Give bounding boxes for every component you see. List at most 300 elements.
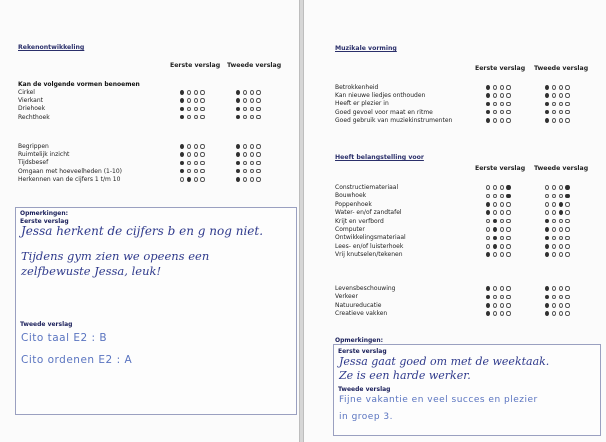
rating-dot-empty bbox=[559, 286, 563, 291]
rating-dot-filled bbox=[236, 152, 240, 157]
rating-dot-empty bbox=[552, 85, 556, 90]
rating-dot-empty bbox=[243, 115, 247, 120]
subject-row-rating-first bbox=[486, 301, 511, 309]
rating-dot-empty bbox=[545, 185, 549, 190]
interest-row-label: Poppenhoek bbox=[335, 200, 372, 208]
shape-row-rating-first bbox=[180, 105, 205, 113]
rating-dot-empty bbox=[187, 90, 191, 95]
rating-dot-filled bbox=[559, 202, 563, 207]
rating-dot-empty bbox=[506, 252, 510, 257]
rating-dot-empty bbox=[243, 152, 247, 157]
subject-row-rating-first bbox=[486, 310, 511, 318]
rating-dot-empty bbox=[506, 286, 510, 291]
concept-row-label: Begrippen bbox=[18, 143, 49, 150]
rating-dot-empty bbox=[194, 90, 198, 95]
rating-dot-empty bbox=[552, 244, 556, 249]
interest-row-rating-second bbox=[545, 242, 570, 250]
rating-dot-empty bbox=[256, 161, 260, 166]
rating-dot-empty bbox=[506, 118, 510, 123]
rating-dot-empty bbox=[500, 295, 504, 300]
rating-dot-empty bbox=[565, 303, 569, 308]
shape-row-label: Cirkel bbox=[18, 89, 35, 96]
rating-dot-filled bbox=[187, 177, 191, 182]
rating-dot-empty bbox=[493, 194, 497, 199]
rating-dot-empty bbox=[200, 107, 204, 112]
rating-dot-empty bbox=[559, 102, 563, 107]
rating-dot-empty bbox=[187, 98, 191, 103]
rating-dot-empty bbox=[250, 144, 254, 149]
rating-dot-empty bbox=[506, 303, 510, 308]
rating-dot-empty bbox=[243, 169, 247, 174]
interest-row-rating-second bbox=[545, 192, 570, 200]
interest-row-rating-first bbox=[486, 184, 511, 192]
column-header-second-report-interest: Tweede verslag bbox=[534, 165, 589, 172]
music-row-rating-second bbox=[545, 84, 570, 92]
rating-dot-empty bbox=[559, 219, 563, 224]
rating-dot-empty bbox=[493, 93, 497, 98]
rating-dot-empty bbox=[493, 303, 497, 308]
rating-dot-filled bbox=[180, 169, 184, 174]
rating-dot-empty bbox=[256, 115, 260, 120]
rating-dot-filled bbox=[493, 219, 497, 224]
remarks-second-report-label: Tweede verslag bbox=[20, 321, 73, 328]
rating-dot-empty bbox=[506, 93, 510, 98]
subject-row-rating-first bbox=[486, 293, 511, 301]
music-row-rating-second bbox=[545, 100, 570, 108]
rating-dot-filled bbox=[236, 90, 240, 95]
rating-dot-filled bbox=[486, 118, 490, 123]
rating-dot-empty bbox=[194, 152, 198, 157]
rating-dot-filled bbox=[545, 227, 549, 232]
rating-dot-empty bbox=[565, 252, 569, 257]
remark-second-line-1: Cito taal E2 : B bbox=[21, 332, 108, 344]
concept-row-label: Ruimtelijk inzicht bbox=[18, 151, 70, 159]
rating-dot-empty bbox=[565, 219, 569, 224]
remarks-title-right: Opmerkingen: bbox=[335, 337, 384, 344]
subject-row-label: Levensbeschouwing bbox=[335, 285, 396, 292]
rating-dot-empty bbox=[565, 286, 569, 291]
rating-dot-empty bbox=[493, 110, 497, 115]
rating-dot-filled bbox=[180, 98, 184, 103]
rating-dot-empty bbox=[565, 93, 569, 98]
rating-dot-empty bbox=[500, 210, 504, 215]
rating-dot-empty bbox=[559, 93, 563, 98]
rating-dot-empty bbox=[545, 202, 549, 207]
shape-row-rating-second bbox=[236, 89, 261, 97]
interest-row-rating-second bbox=[545, 217, 570, 225]
rating-dot-empty bbox=[559, 227, 563, 232]
music-row-rating-second bbox=[545, 116, 570, 124]
rating-dot-empty bbox=[256, 152, 260, 157]
interest-row-label: Constructiemateriaal bbox=[335, 184, 399, 191]
rating-dot-empty bbox=[559, 252, 563, 257]
rating-dot-empty bbox=[486, 244, 490, 249]
rating-dot-filled bbox=[545, 244, 549, 249]
rating-dot-empty bbox=[200, 98, 204, 103]
section-heading-muzikale-vorming: Muzikale vorming bbox=[335, 45, 397, 52]
rating-dot-filled bbox=[545, 303, 549, 308]
rating-dot-empty bbox=[545, 194, 549, 199]
rating-dot-filled bbox=[545, 311, 549, 316]
rating-dot-empty bbox=[194, 115, 198, 120]
rating-dot-empty bbox=[493, 311, 497, 316]
rating-dot-empty bbox=[500, 236, 504, 241]
rating-dot-empty bbox=[250, 90, 254, 95]
rating-dot-empty bbox=[486, 227, 490, 232]
subject-row-rating-second bbox=[545, 293, 570, 301]
shape-row-rating-first bbox=[180, 89, 205, 97]
rating-dot-empty bbox=[552, 93, 556, 98]
rating-dot-empty bbox=[250, 98, 254, 103]
music-row-rating-first bbox=[486, 108, 511, 116]
rating-dot-filled bbox=[559, 210, 563, 215]
rating-dot-filled bbox=[506, 194, 510, 199]
rating-dot-empty bbox=[200, 177, 204, 182]
remarks-first-report-label: Eerste verslag bbox=[20, 218, 69, 225]
concept-row-rating-second bbox=[236, 167, 261, 175]
rating-dot-empty bbox=[506, 244, 510, 249]
rating-dot-filled bbox=[545, 93, 549, 98]
rating-dot-empty bbox=[250, 107, 254, 112]
rating-dot-empty bbox=[552, 252, 556, 257]
music-row-label: Goed gebruik van muziekinstrumenten bbox=[335, 116, 453, 124]
shape-row-rating-first bbox=[180, 97, 205, 105]
rating-dot-empty bbox=[187, 107, 191, 112]
rating-dot-empty bbox=[187, 115, 191, 120]
rating-dot-empty bbox=[559, 118, 563, 123]
rating-dot-empty bbox=[194, 98, 198, 103]
rating-dot-filled bbox=[545, 236, 549, 241]
music-row-rating-first bbox=[486, 116, 511, 124]
rating-dot-empty bbox=[506, 110, 510, 115]
rating-dot-empty bbox=[552, 110, 556, 115]
concept-row-rating-first bbox=[180, 159, 205, 167]
rating-dot-filled bbox=[486, 202, 490, 207]
music-row-label: Heeft er plezier in bbox=[335, 100, 389, 108]
rating-dot-empty bbox=[194, 177, 198, 182]
rating-dot-filled bbox=[236, 107, 240, 112]
rating-dot-filled bbox=[486, 85, 490, 90]
rating-dot-empty bbox=[500, 227, 504, 232]
rating-dot-empty bbox=[565, 311, 569, 316]
right-page bbox=[303, 0, 606, 442]
rating-dot-filled bbox=[236, 115, 240, 120]
rating-dot-filled bbox=[545, 102, 549, 107]
rating-dot-empty bbox=[187, 152, 191, 157]
rating-dot-empty bbox=[552, 286, 556, 291]
rating-dot-empty bbox=[194, 161, 198, 166]
rating-dot-filled bbox=[180, 144, 184, 149]
rating-dot-empty bbox=[493, 185, 497, 190]
remarks-box bbox=[15, 207, 297, 415]
rating-dot-filled bbox=[486, 102, 490, 107]
music-row-rating-second bbox=[545, 108, 570, 116]
rating-dot-filled bbox=[486, 303, 490, 308]
rating-dot-filled bbox=[486, 252, 490, 257]
remarks-first-report-label-right: Eerste verslag bbox=[338, 348, 387, 355]
remark-second-line-2: Cito ordenen E2 : A bbox=[21, 354, 133, 366]
rating-dot-empty bbox=[559, 85, 563, 90]
music-row-label: Betrokkenheid bbox=[335, 84, 379, 91]
rating-dot-empty bbox=[493, 202, 497, 207]
rating-dot-filled bbox=[236, 177, 240, 182]
column-header-second-report-music: Tweede verslag bbox=[534, 65, 589, 72]
rating-dot-empty bbox=[559, 244, 563, 249]
rating-dot-empty bbox=[500, 219, 504, 224]
subject-row-label: Natuureducatie bbox=[335, 301, 382, 309]
column-header-first-report-interest: Eerste verslag bbox=[475, 165, 526, 172]
rating-dot-empty bbox=[552, 303, 556, 308]
rating-dot-empty bbox=[250, 115, 254, 120]
subject-row-rating-second bbox=[545, 301, 570, 309]
rating-dot-empty bbox=[187, 169, 191, 174]
rating-dot-filled bbox=[565, 185, 569, 190]
rating-dot-filled bbox=[545, 219, 549, 224]
rating-dot-empty bbox=[500, 85, 504, 90]
rating-dot-empty bbox=[493, 102, 497, 107]
rating-dot-empty bbox=[180, 177, 184, 182]
rating-dot-empty bbox=[493, 286, 497, 291]
rating-dot-filled bbox=[565, 194, 569, 199]
rating-dot-filled bbox=[545, 110, 549, 115]
rating-dot-empty bbox=[256, 98, 260, 103]
rating-dot-empty bbox=[256, 144, 260, 149]
rating-dot-filled bbox=[486, 210, 490, 215]
rating-dot-empty bbox=[552, 185, 556, 190]
interest-row-label: Water- en/of zandtafel bbox=[335, 209, 402, 217]
rating-dot-empty bbox=[493, 85, 497, 90]
rating-dot-empty bbox=[506, 227, 510, 232]
rating-dot-filled bbox=[545, 85, 549, 90]
rating-dot-empty bbox=[243, 98, 247, 103]
interest-row-rating-second bbox=[545, 251, 570, 259]
rating-dot-empty bbox=[500, 286, 504, 291]
rating-dot-empty bbox=[506, 102, 510, 107]
remark-first-line-3: zelfbewuste Jessa, leuk! bbox=[21, 264, 162, 278]
concept-row-rating-second bbox=[236, 143, 261, 151]
rating-dot-empty bbox=[486, 219, 490, 224]
rating-dot-empty bbox=[552, 194, 556, 199]
rating-dot-filled bbox=[180, 90, 184, 95]
rating-dot-empty bbox=[200, 144, 204, 149]
rating-dot-empty bbox=[565, 118, 569, 123]
subject-row-rating-first bbox=[486, 285, 511, 293]
rating-dot-empty bbox=[486, 236, 490, 241]
music-row-rating-first bbox=[486, 92, 511, 100]
rating-dot-filled bbox=[486, 286, 490, 291]
rating-dot-filled bbox=[545, 252, 549, 257]
interest-row-rating-second bbox=[545, 209, 570, 217]
rating-dot-empty bbox=[493, 295, 497, 300]
interest-row-rating-second bbox=[545, 226, 570, 234]
section-heading-belangstelling: Heeft belangstelling voor bbox=[335, 154, 424, 161]
rating-dot-empty bbox=[565, 202, 569, 207]
rating-dot-empty bbox=[243, 144, 247, 149]
rating-dot-empty bbox=[194, 107, 198, 112]
rating-dot-empty bbox=[500, 118, 504, 123]
column-header-first-report-music: Eerste verslag bbox=[475, 65, 526, 72]
subject-row-rating-second bbox=[545, 310, 570, 318]
remarks-box-right bbox=[333, 344, 601, 436]
rating-dot-empty bbox=[500, 93, 504, 98]
remark-first-line-1: Jessa herkent de cijfers b en g nog niet. bbox=[21, 224, 264, 238]
rating-dot-empty bbox=[552, 118, 556, 123]
rating-dot-empty bbox=[256, 90, 260, 95]
rating-dot-filled bbox=[486, 110, 490, 115]
rating-dot-empty bbox=[500, 194, 504, 199]
shape-row-label: Rechthoek bbox=[18, 113, 50, 121]
rating-dot-empty bbox=[200, 115, 204, 120]
rating-dot-empty bbox=[500, 185, 504, 190]
remarks-second-report-label-right: Tweede verslag bbox=[338, 386, 391, 393]
rating-dot-empty bbox=[500, 303, 504, 308]
subheading-shapes: Kan de volgende vormen benoemen bbox=[18, 81, 140, 88]
rating-dot-empty bbox=[552, 210, 556, 215]
music-row-rating-first bbox=[486, 84, 511, 92]
rating-dot-empty bbox=[500, 202, 504, 207]
interest-row-rating-second bbox=[545, 234, 570, 242]
remark-right-second-line-2: in groep 3. bbox=[339, 412, 393, 422]
column-header-second-report: Tweede verslag bbox=[227, 62, 282, 69]
section-heading-rekenontwikkeling: Rekenontwikkeling bbox=[18, 44, 85, 51]
concept-row-rating-second bbox=[236, 151, 261, 159]
rating-dot-empty bbox=[565, 110, 569, 115]
interest-row-label: Lees- en/of luisterhoek bbox=[335, 242, 404, 250]
rating-dot-empty bbox=[500, 102, 504, 107]
rating-dot-empty bbox=[500, 244, 504, 249]
rating-dot-empty bbox=[256, 169, 260, 174]
rating-dot-empty bbox=[486, 185, 490, 190]
rating-dot-empty bbox=[200, 161, 204, 166]
concept-row-label: Herkennen van de cijfers 1 t/m 10 bbox=[18, 175, 121, 183]
rating-dot-empty bbox=[552, 219, 556, 224]
rating-dot-empty bbox=[506, 295, 510, 300]
rating-dot-empty bbox=[250, 152, 254, 157]
music-row-rating-second bbox=[545, 92, 570, 100]
subject-row-label: Creatieve vakken bbox=[335, 310, 388, 318]
subject-row-rating-second bbox=[545, 285, 570, 293]
rating-dot-empty bbox=[256, 107, 260, 112]
rating-dot-empty bbox=[194, 144, 198, 149]
rating-dot-filled bbox=[180, 152, 184, 157]
rating-dot-filled bbox=[486, 93, 490, 98]
rating-dot-empty bbox=[559, 295, 563, 300]
music-row-label: Goed gevoel voor maat en ritme bbox=[335, 108, 433, 116]
rating-dot-filled bbox=[545, 118, 549, 123]
rating-dot-empty bbox=[559, 194, 563, 199]
remark-right-second-line-1: Fijne vakantie en veel succes en plezier bbox=[339, 395, 538, 405]
rating-dot-empty bbox=[565, 85, 569, 90]
concept-row-rating-second bbox=[236, 175, 261, 183]
rating-dot-empty bbox=[552, 227, 556, 232]
rating-dot-filled bbox=[180, 161, 184, 166]
rating-dot-empty bbox=[552, 311, 556, 316]
rating-dot-empty bbox=[565, 295, 569, 300]
interest-row-label: Krijt en verfbord bbox=[335, 217, 384, 225]
column-header-first-report: Eerste verslag bbox=[170, 62, 221, 69]
concept-row-rating-first bbox=[180, 167, 205, 175]
rating-dot-empty bbox=[250, 169, 254, 174]
rating-dot-empty bbox=[506, 85, 510, 90]
interest-row-rating-second bbox=[545, 200, 570, 208]
interest-row-label: Ontwikkelingsmateriaal bbox=[335, 234, 406, 242]
rating-dot-empty bbox=[243, 177, 247, 182]
shape-row-rating-second bbox=[236, 113, 261, 121]
rating-dot-filled bbox=[545, 295, 549, 300]
rating-dot-filled bbox=[236, 169, 240, 174]
rating-dot-empty bbox=[559, 185, 563, 190]
rating-dot-empty bbox=[552, 202, 556, 207]
interest-row-rating-first bbox=[486, 242, 511, 250]
concept-row-rating-first bbox=[180, 143, 205, 151]
interest-row-label: Computer bbox=[335, 226, 365, 233]
interest-row-rating-first bbox=[486, 209, 511, 217]
rating-dot-empty bbox=[500, 110, 504, 115]
rating-dot-empty bbox=[493, 252, 497, 257]
rating-dot-filled bbox=[545, 286, 549, 291]
rating-dot-empty bbox=[565, 227, 569, 232]
concept-row-label: Tijdsbesef bbox=[18, 159, 49, 167]
shape-row-label: Vierkant bbox=[18, 97, 43, 105]
rating-dot-empty bbox=[194, 169, 198, 174]
interest-row-label: Bouwhoek bbox=[335, 192, 367, 200]
rating-dot-empty bbox=[506, 236, 510, 241]
rating-dot-filled bbox=[506, 185, 510, 190]
rating-dot-empty bbox=[559, 303, 563, 308]
shape-row-rating-first bbox=[180, 113, 205, 121]
shape-row-rating-second bbox=[236, 105, 261, 113]
rating-dot-filled bbox=[493, 227, 497, 232]
rating-dot-empty bbox=[250, 177, 254, 182]
interest-row-label: Vrij knutselen/tekenen bbox=[335, 251, 403, 259]
rating-dot-empty bbox=[200, 169, 204, 174]
rating-dot-filled bbox=[236, 161, 240, 166]
rating-dot-empty bbox=[565, 102, 569, 107]
concept-row-rating-second bbox=[236, 159, 261, 167]
rating-dot-empty bbox=[565, 210, 569, 215]
interest-row-rating-first bbox=[486, 226, 511, 234]
rating-dot-empty bbox=[200, 90, 204, 95]
rating-dot-empty bbox=[506, 219, 510, 224]
rating-dot-empty bbox=[486, 194, 490, 199]
rating-dot-empty bbox=[500, 252, 504, 257]
rating-dot-empty bbox=[243, 107, 247, 112]
rating-dot-empty bbox=[243, 90, 247, 95]
concept-row-rating-first bbox=[180, 175, 205, 183]
rating-dot-filled bbox=[486, 295, 490, 300]
rating-dot-empty bbox=[493, 118, 497, 123]
subject-row-label: Verkeer bbox=[335, 293, 358, 301]
rating-dot-empty bbox=[200, 152, 204, 157]
rating-dot-empty bbox=[559, 110, 563, 115]
rating-dot-empty bbox=[256, 177, 260, 182]
interest-row-rating-first bbox=[486, 192, 511, 200]
remarks-title: Opmerkingen: bbox=[20, 210, 69, 217]
rating-dot-empty bbox=[250, 161, 254, 166]
interest-row-rating-first bbox=[486, 234, 511, 242]
rating-dot-empty bbox=[559, 311, 563, 316]
rating-dot-filled bbox=[180, 107, 184, 112]
interest-row-rating-first bbox=[486, 217, 511, 225]
rating-dot-empty bbox=[187, 161, 191, 166]
remark-right-first-line-2: Ze is een harde werker. bbox=[339, 369, 471, 382]
rating-dot-empty bbox=[493, 210, 497, 215]
shape-row-label: Driehoek bbox=[18, 105, 46, 113]
interest-row-rating-second bbox=[545, 184, 570, 192]
rating-dot-empty bbox=[500, 311, 504, 316]
concept-row-rating-first bbox=[180, 151, 205, 159]
remark-right-first-line-1: Jessa gaat goed om met de weektaak. bbox=[339, 355, 550, 368]
